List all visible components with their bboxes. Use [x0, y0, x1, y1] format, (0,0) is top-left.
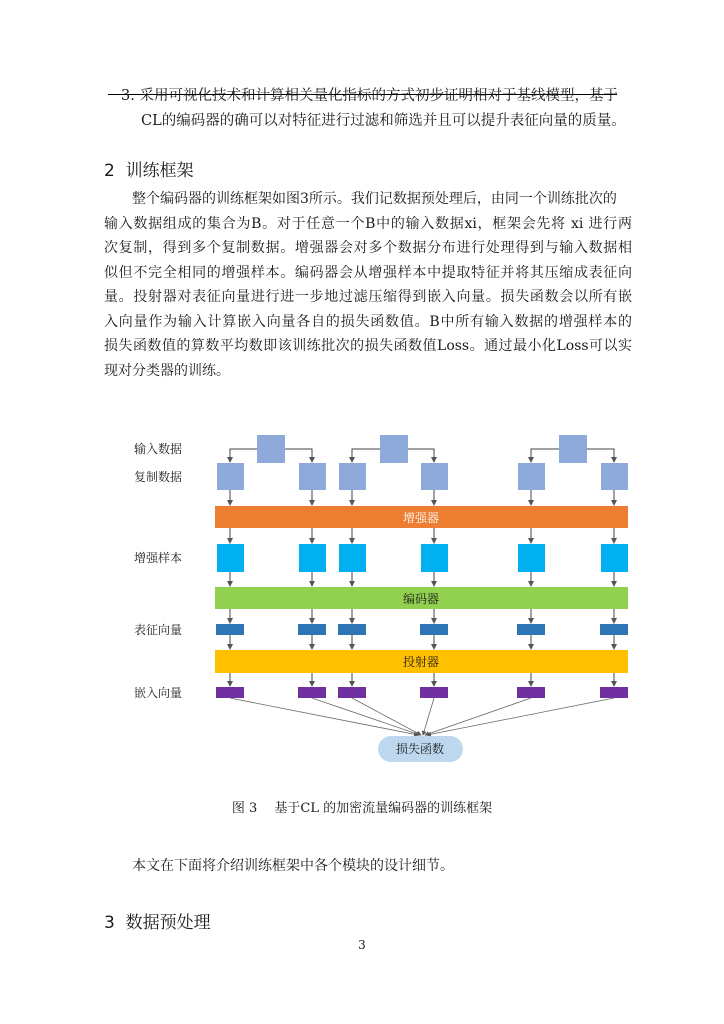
copy-connectors [230, 449, 614, 462]
input-data-box [559, 435, 587, 463]
training-framework-diagram [0, 420, 724, 770]
row-label-embedding: 嵌入向量 [134, 686, 183, 700]
paragraph-1 [104, 187, 632, 383]
embedding-vector [298, 687, 326, 698]
row-label-copy: 复制数据 [134, 470, 183, 484]
figure-caption: 图 3 基于CL 的加密流量编码器的训练框架 [231, 801, 493, 816]
embedding-vector [517, 687, 545, 698]
section-3-number: 3 [104, 913, 115, 933]
augmented-sample-box [518, 544, 545, 572]
input-data-box [257, 435, 285, 463]
paragraph-line: 量。投射器对表征向量进行进一步地过滤压缩得到嵌入向量。损失函数会以所有嵌 [104, 289, 632, 305]
embedding-vector [216, 687, 244, 698]
copy-data-box [299, 463, 326, 490]
paragraph-line: 整个编码器的训练框架如图3所示。我们记数据预处理后，由同一个训练批次的 [132, 191, 617, 207]
paragraph-line: 次复制，得到多个复制数据。增强器会对多个数据分布进行处理得到与输入数据相 [104, 240, 632, 256]
paragraph-2: 本文在下面将介绍训练框架中各个模块的设计细节。 [132, 858, 454, 874]
section-2-heading [104, 156, 194, 181]
copy-data-box [421, 463, 448, 490]
projector-label: 投射器 [402, 655, 440, 669]
embedding-vector [420, 687, 448, 698]
representation-vector [420, 624, 448, 635]
representation-vector [298, 624, 326, 635]
row-label-input: 输入数据 [134, 442, 183, 456]
input-data-box [380, 435, 408, 463]
paragraph-line: 似但不完全相同的增强样本。编码器会从增强样本中提取特征并将其压缩成表征向 [104, 264, 632, 281]
augmented-sample-box [601, 544, 628, 572]
copy-data-box [601, 463, 628, 490]
encoder-label: 编码器 [402, 592, 440, 606]
section-3-title: 数据预处理 [125, 913, 211, 933]
representation-vector [517, 624, 545, 635]
page-number: 3 [358, 938, 366, 952]
loss-connectors [230, 698, 614, 735]
paragraph-line: 损失函数值的算数平均数即该训练批次的损失函数值Loss。通过最小化Loss可以实 [104, 338, 632, 354]
paragraph-line: 输入数据组成的集合为B。对于任意一个B中的输入数据xi，框架会先将 xi 进行两 [104, 215, 632, 232]
augmenter-label: 增强器 [402, 511, 440, 525]
augmented-sample-box [217, 544, 244, 572]
augmented-sample-box [339, 544, 366, 572]
section-3-heading [104, 908, 211, 933]
row-label-augmented: 增强样本 [134, 551, 183, 565]
copy-data-box [217, 463, 244, 490]
embedding-vector [600, 687, 628, 698]
loss-function-label: 损失函数 [395, 742, 445, 756]
augmented-sample-box [299, 544, 326, 572]
representation-vector [600, 624, 628, 635]
representation-vector [216, 624, 244, 635]
section-2-number: 2 [104, 161, 115, 181]
list-item-3-line2: CL的编码器的确可以对特征进行过滤和筛选并且可以提升表征向量的质量。 [141, 113, 626, 129]
augmented-sample-box [421, 544, 448, 572]
paragraph-line: 现对分类器的训练。 [104, 362, 230, 379]
copy-data-box [339, 463, 366, 490]
representation-vector [338, 624, 366, 635]
paragraph-line: 入向量作为输入计算嵌入向量各自的损失函数值。B中所有输入数据的增强样本的 [104, 313, 632, 330]
list-item-3-line1: 3. 采用可视化技术和计算相关量化指标的方式初步证明相对于基线模型，基于 [121, 88, 618, 104]
copy-data-box [518, 463, 545, 490]
section-2-title: 训练框架 [125, 161, 194, 181]
row-label-representation: 表征向量 [134, 623, 183, 637]
embedding-vector [338, 687, 366, 698]
